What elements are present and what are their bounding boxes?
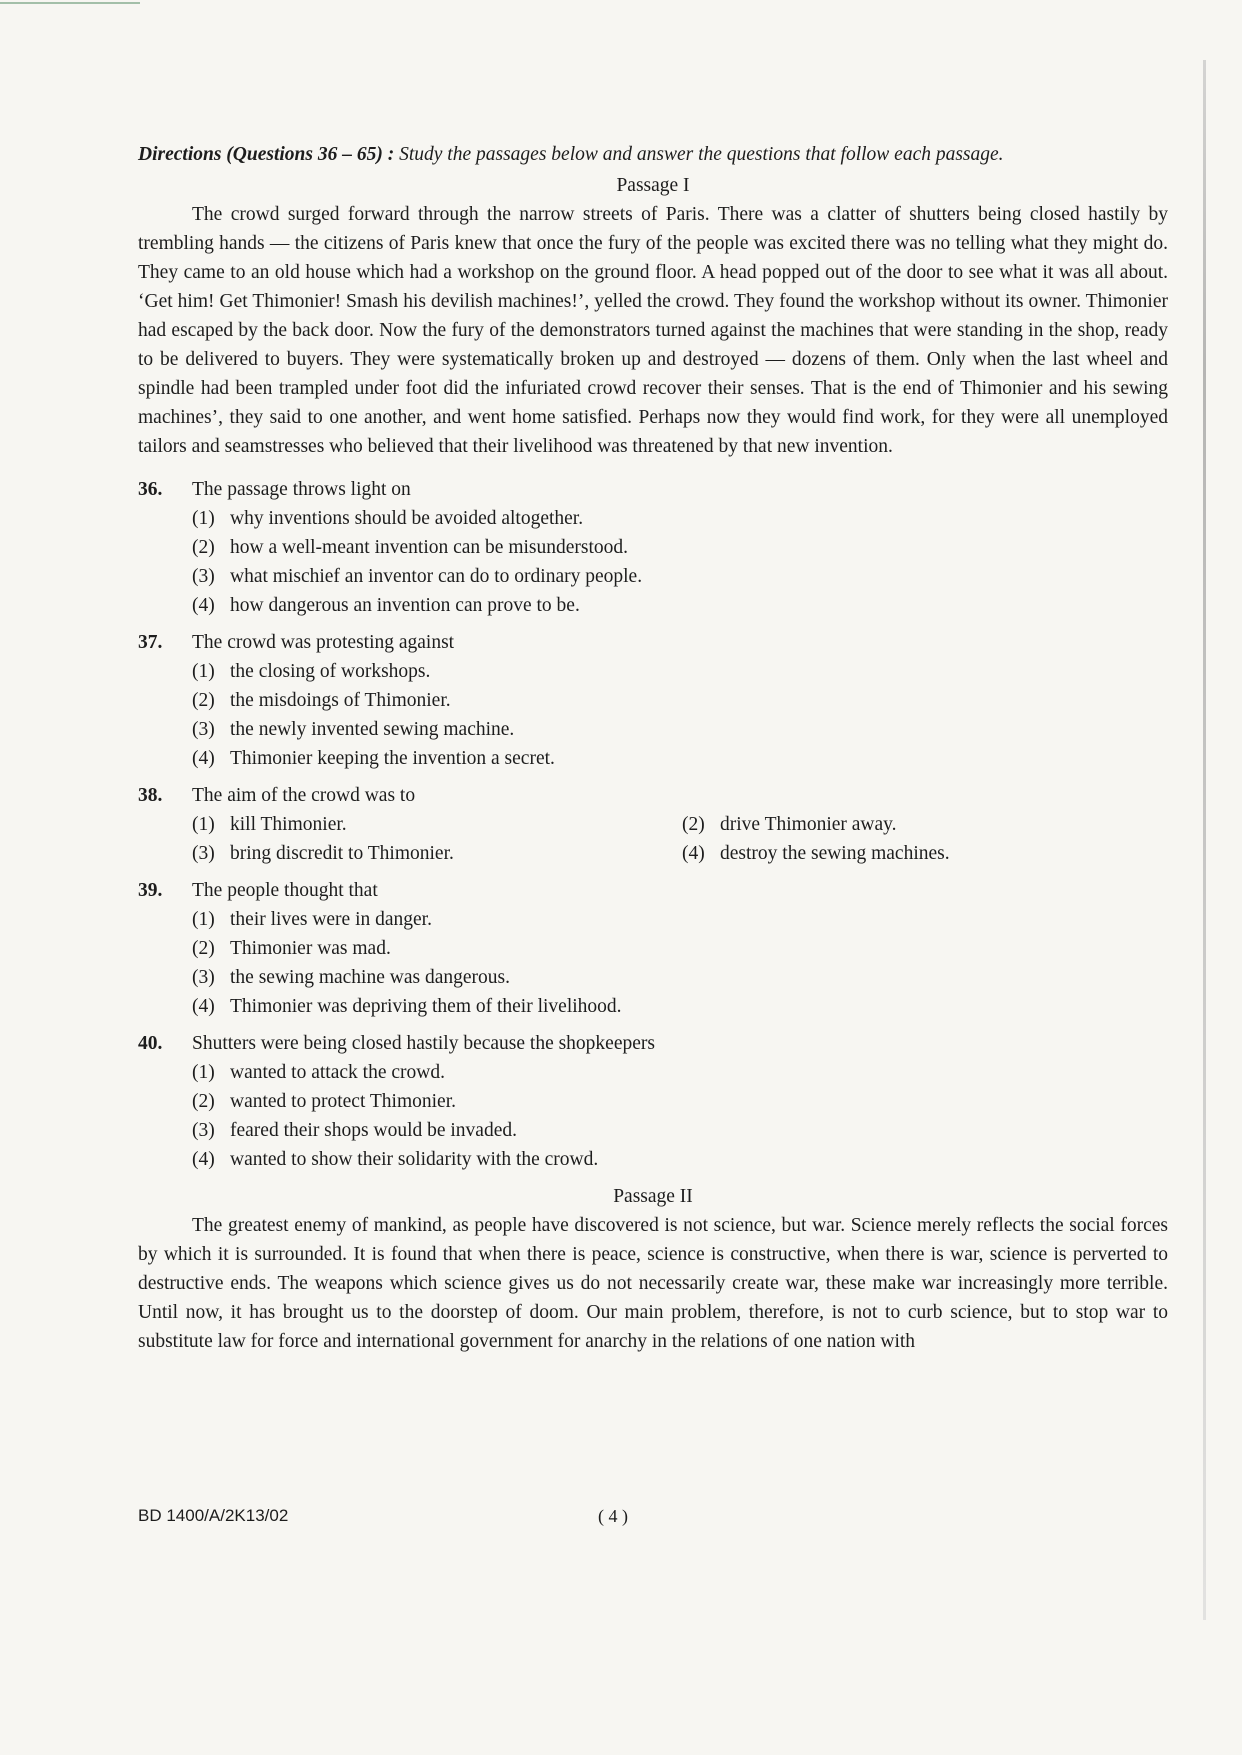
option-text: wanted to show their solidarity with the crowd. [230, 1149, 599, 1170]
option-label: (2) [192, 1091, 215, 1112]
option [192, 839, 682, 868]
option-label: (3) [192, 1120, 215, 1141]
option-text: how dangerous an invention can prove to be. [230, 595, 580, 616]
option-label: (4) [192, 1149, 215, 1170]
question-stem: Shutters were being closed hastily because the shopkeepers [192, 1033, 655, 1054]
question-number: 36. [138, 479, 163, 500]
option-text: wanted to attack the crowd. [230, 1062, 445, 1083]
option [192, 533, 1168, 562]
booklet-code: BD 1400/A/2K13/02 [138, 1506, 289, 1525]
directions-text: Study the passages below and answer the questions that follow each passage. [394, 144, 1004, 165]
option-label: (3) [192, 967, 215, 988]
passage-2-text: The greatest enemy of mankind, as people have discovered is not science, but war. Science merely reflects the social forces by which it is surrounded. It is found that when there is peace, science is constructive, when there is war, science is perverted to destructive ends. The weapons which science gives us do not necessarily create war, these make war increasingly more terrible. Until now, it has brought us to the doorstep of doom. Our main problem, therefore, is not to curb science, but to stop war to substitute law for force and international government for anarchy in the relations of one nation with [138, 1215, 1168, 1352]
option [682, 839, 1168, 868]
option-label: (2) [192, 690, 215, 711]
option-label: (3) [192, 719, 215, 740]
question-number: 39. [138, 880, 163, 901]
question-36 [138, 475, 1168, 620]
question-40 [138, 1029, 1168, 1174]
option [192, 715, 1168, 744]
option-text: their lives were in danger. [230, 909, 432, 930]
option-text: Thimonier was depriving them of their livelihood. [230, 996, 622, 1017]
option [192, 905, 1168, 934]
option [682, 810, 1168, 839]
option [192, 562, 1168, 591]
option-label: (3) [192, 843, 215, 864]
option-label: (1) [192, 909, 215, 930]
question-number: 40. [138, 1033, 163, 1054]
option [192, 810, 682, 839]
option-text: the newly invented sewing machine. [230, 719, 515, 740]
option-label: (1) [192, 814, 215, 835]
option [192, 657, 1168, 686]
option-label: (1) [192, 661, 215, 682]
option [192, 963, 1168, 992]
option-text: drive Thimonier away. [720, 814, 897, 835]
option-label: (4) [192, 748, 215, 769]
question-37 [138, 628, 1168, 773]
option [192, 1087, 1168, 1116]
option-label: (1) [192, 508, 215, 529]
option-text: bring discredit to Thimonier. [230, 843, 454, 864]
option [192, 1116, 1168, 1145]
option-text: kill Thimonier. [230, 814, 347, 835]
option-label: (2) [192, 938, 215, 959]
option [192, 1058, 1168, 1087]
option-text: wanted to protect Thimonier. [230, 1091, 457, 1112]
option [192, 744, 1168, 773]
option-label: (1) [192, 1062, 215, 1083]
option-label: (2) [682, 814, 705, 835]
page-number: ( 4 ) [598, 1506, 628, 1526]
option [192, 934, 1168, 963]
option [192, 591, 1168, 620]
option-text: the closing of workshops. [230, 661, 431, 682]
scan-top-mark [0, 2, 140, 4]
option-text: the sewing machine was dangerous. [230, 967, 510, 988]
option-text: the misdoings of Thimonier. [230, 690, 451, 711]
option [192, 686, 1168, 715]
question-stem: The aim of the crowd was to [192, 785, 416, 806]
passage-2-title: Passage II [613, 1186, 693, 1207]
option-text: Thimonier keeping the invention a secret. [230, 748, 555, 769]
question-39 [138, 876, 1168, 1021]
question-stem: The people thought that [192, 880, 378, 901]
option-label: (3) [192, 566, 215, 587]
option-text: why inventions should be avoided altogether. [230, 508, 584, 529]
passage-1-title: Passage I [616, 175, 690, 196]
scan-edge-shadow [1203, 60, 1206, 1620]
option-text: Thimonier was mad. [230, 938, 391, 959]
question-38 [138, 781, 1168, 868]
option-text: what mischief an inventor can do to ordinary people. [230, 566, 643, 587]
option-label: (4) [192, 996, 215, 1017]
option [192, 504, 1168, 533]
question-stem: The crowd was protesting against [192, 632, 455, 653]
directions [138, 140, 1168, 169]
directions-heading: Directions (Questions 36 – 65) : [138, 144, 395, 165]
passage-1-text: The crowd surged forward through the narrow streets of Paris. There was a clatter of shutters being closed hastily by trembling hands — the citizens of Paris knew that once the fury of the people was excited there was no telling what they might do. They came to an old house which had a workshop on the ground floor. A head popped out of the door to see what it was all about. ‘Get him! Get Thimonier! Smash his devilish machines!’, yelled the crowd. They found the workshop without its owner. Thimonier had escaped by the back door. Now the fury of the demonstrators turned against the machines that were standing in the shop, ready to be delivered to buyers. They were systematically broken up and destroyed — dozens of them. Only when the last wheel and spindle had been trampled under foot did the infuriated crowd recover their senses. That is the end of Thimonier and his sewing machines’, they said to one another, and went home satisfied. Perhaps now they would find work, for they were all unemployed tailors and seamstresses who believed that their livelihood was threatened by that new invention. [138, 204, 1168, 457]
option-label: (2) [192, 537, 215, 558]
option-label: (4) [682, 843, 705, 864]
option-text: feared their shops would be invaded. [230, 1120, 517, 1141]
question-stem: The passage throws light on [192, 479, 411, 500]
option [192, 992, 1168, 1021]
question-number: 38. [138, 785, 163, 806]
option-text: how a well-meant invention can be misunderstood. [230, 537, 629, 558]
option [192, 1145, 1168, 1174]
option-text: destroy the sewing machines. [720, 843, 950, 864]
option-label: (4) [192, 595, 215, 616]
question-number: 37. [138, 632, 163, 653]
exam-page [138, 140, 1168, 1356]
